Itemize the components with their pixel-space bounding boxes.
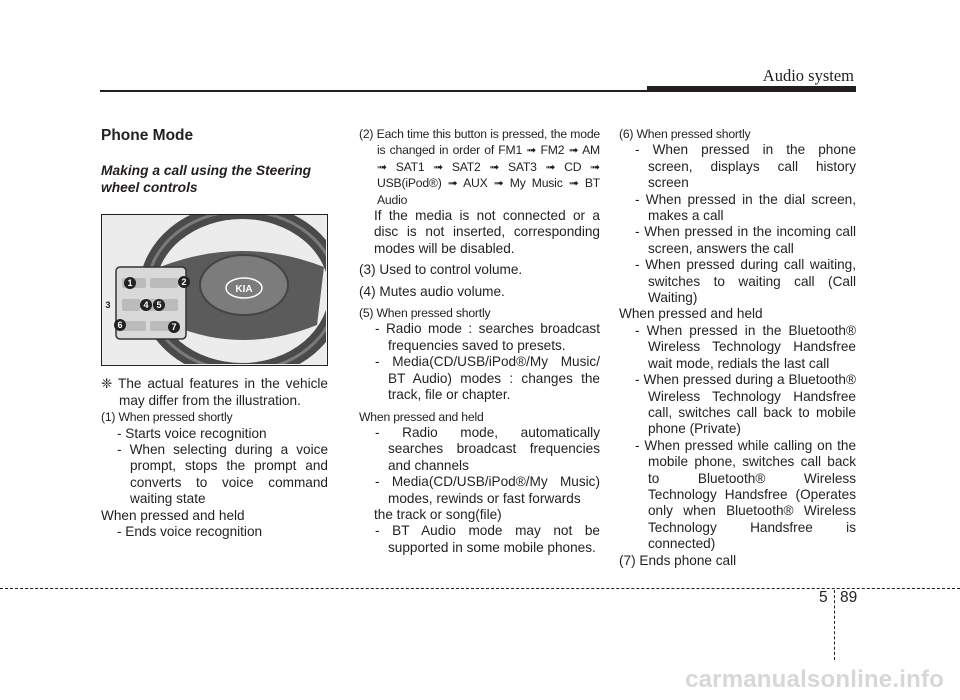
held-bullet-continued: the track or song(file) (374, 506, 502, 522)
column-3 (619, 126, 856, 569)
callout-1: 1 (127, 278, 133, 289)
footer-rule (0, 588, 960, 589)
held-bullet: - When pressed during a Bluetooth® Wireless Technology Handsfree call, switches call back to mobile phone (Private) (635, 372, 856, 437)
callout-4: 4 (143, 300, 149, 311)
item-2: (2) Each time this button is pressed, the mode is changed in order of FM1 ➟ FM2 ➟ AM ➟ SAT1 ➟ SAT2 ➟ SAT3 ➟ CD ➟ USB(iPod®) ➟ AUX ➟ My Music ➟ BT Audio (359, 127, 600, 207)
item-2-note: If the media is not connected or a disc is not inserted, corresponding modes will be disabled. (374, 208, 600, 256)
page-number: 89 (840, 589, 858, 606)
held-label: When pressed and held (101, 507, 245, 523)
header-bar (647, 86, 856, 92)
illustration-note: ❈ The actual features in the vehicle may differ from the illustration. (101, 376, 328, 408)
callout-2: 2 (181, 277, 187, 288)
item-5-title: (5) When pressed shortly (359, 306, 491, 321)
item-1-bullet: - Starts voice recognition (117, 425, 267, 441)
held-bullet: - BT Audio mode may not be supported in some mobile phones. (375, 523, 600, 555)
watermark: carmanualsonline.info (685, 666, 944, 693)
column-2 (359, 126, 600, 556)
section-heading: Phone Mode (101, 127, 194, 144)
held-label: When pressed and held (619, 306, 763, 322)
item-1-title: (1) When pressed shortly (101, 410, 233, 425)
item-6-title: (6) When pressed shortly (619, 127, 751, 141)
steering-wheel-illustration (101, 214, 328, 366)
item-1-bullet: - When selecting during a voice prompt, stops the prompt and converts to voice command waiting state (117, 442, 328, 507)
held-bullet: - Ends voice recognition (117, 524, 263, 540)
section-number: 5 (819, 589, 828, 606)
callout-6: 6 (117, 320, 123, 331)
held-label: When pressed and held (359, 409, 484, 424)
callout-7: 7 (171, 322, 177, 333)
item-7: (7) Ends phone call (619, 552, 737, 568)
item-4: (4) Mutes audio volume. (359, 283, 505, 299)
item-5-bullet: - Media(CD/USB/iPod®/My Music/ BT Audio) modes : changes the track, file or chapter. (375, 354, 600, 403)
column-1 (101, 126, 328, 540)
held-bullet: - Media(CD/USB/iPod®/My Music) modes, rewinds or fast forwards (375, 474, 600, 506)
subsection-heading: Making a call using the Steering wheel controls (101, 163, 312, 195)
page-divider (834, 590, 835, 660)
item-6-bullet: - When pressed during call waiting, switches to waiting call (Call Waiting) (635, 257, 856, 306)
held-bullet: - When pressed while calling on the mobile phone, switches call back to Bluetooth® Wireless Technology Handsfree (Operates only when Bluetooth® Wireless Technology Handsfree is connected) (635, 437, 856, 552)
kia-logo: KIA (235, 284, 253, 296)
item-6-bullet: - When pressed in the phone screen, displays call history screen (635, 142, 856, 191)
item-6-bullet: - When pressed in the incoming call screen, answers the call (635, 224, 856, 256)
callout-3: 3 (105, 300, 111, 311)
item-6-bullet: - When pressed in the dial screen, makes a call (635, 191, 856, 224)
item-3: (3) Used to control volume. (359, 262, 523, 278)
item-5-bullet: - Radio mode : searches broadcast frequencies saved to presets. (375, 321, 600, 353)
callout-5: 5 (156, 300, 162, 311)
held-bullet: - Radio mode, automatically searches broadcast frequencies and channels (375, 424, 600, 473)
header-title: Audio system (762, 66, 854, 85)
held-bullet: - When pressed in the Bluetooth® Wireless Technology Handsfree wait mode, redials the last call (635, 322, 856, 371)
